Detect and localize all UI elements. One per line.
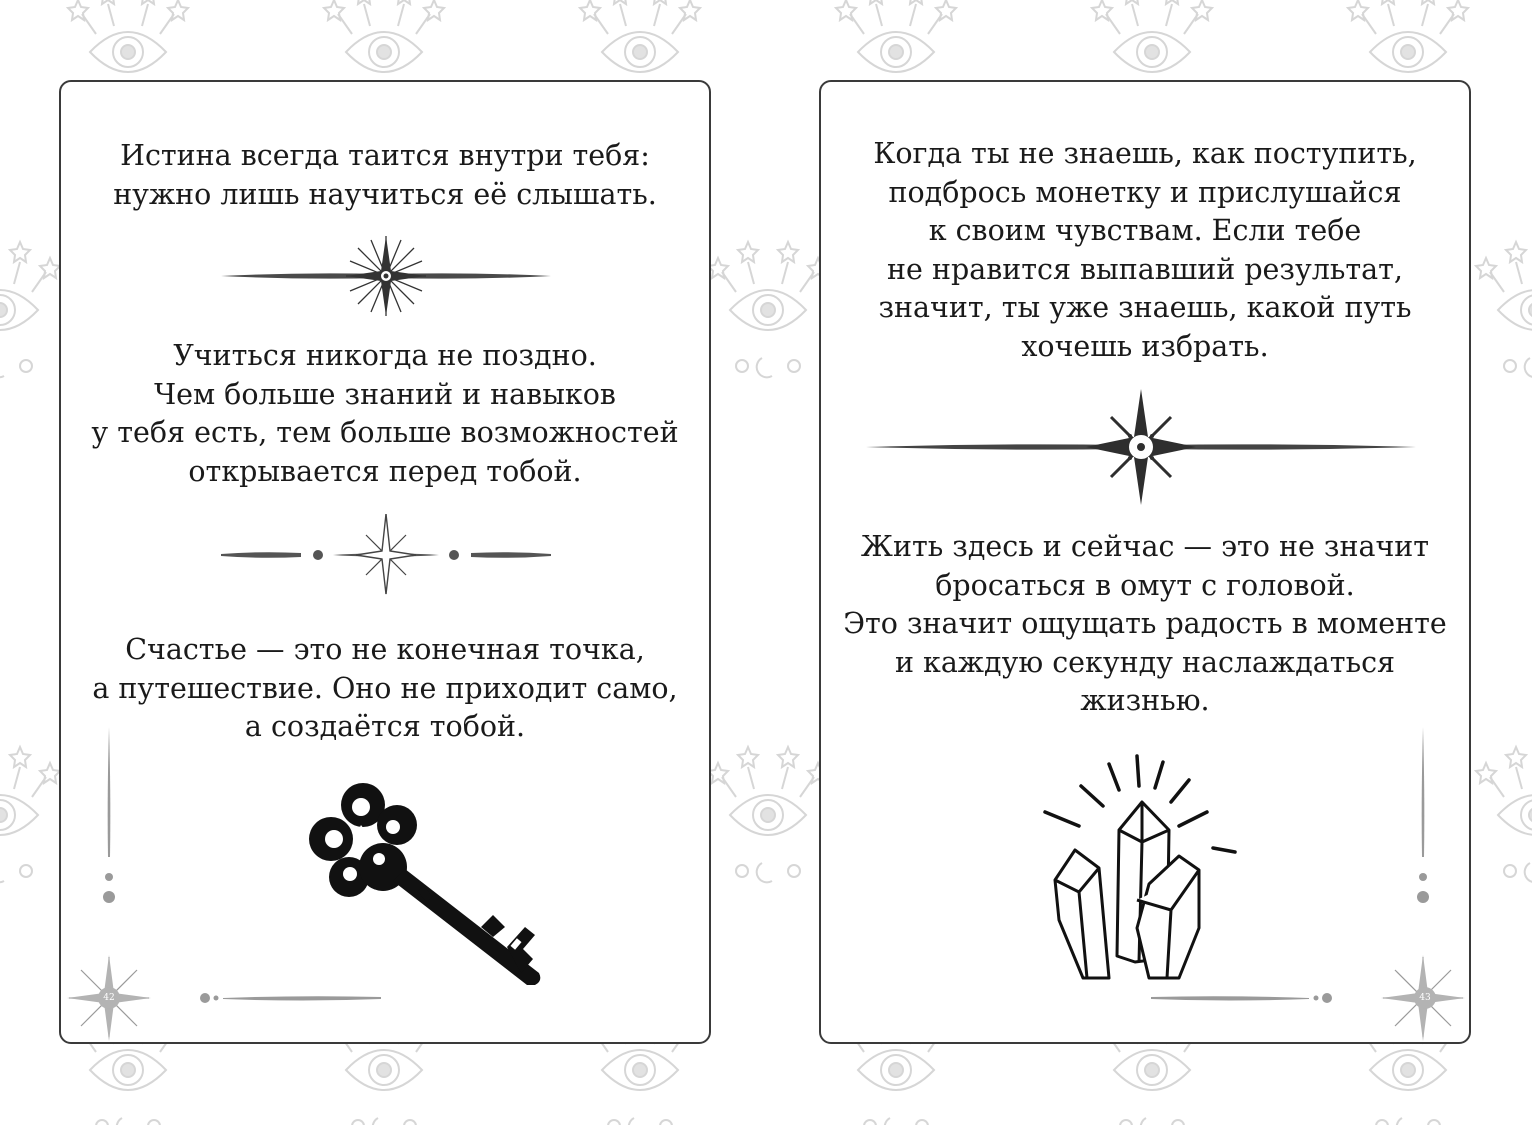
quote-line: к своим чувствам. Если тебе <box>928 214 1362 247</box>
quote-line: значит, ты уже знаешь, какой путь <box>878 291 1412 324</box>
quote-line: открывается перед тобой. <box>188 454 582 488</box>
quote-line: бросаться в омут с головой. <box>935 568 1355 602</box>
quote-line: Это значит ощущать радость в моменте <box>843 607 1447 640</box>
star-divider-ornament <box>221 234 551 318</box>
quote-line: хочешь избрать. <box>1021 329 1269 363</box>
quote-line: подбрось монетку и прислушайся <box>888 175 1402 209</box>
quote-line: нужно лишь научиться её слышать. <box>113 177 657 211</box>
quote-here-and-now <box>821 528 1469 721</box>
dots-star-divider-ornament <box>221 514 551 598</box>
quote-line: Счастье — это не конечная точка, <box>125 633 645 666</box>
quote-flip-a-coin <box>821 135 1469 366</box>
compass-divider-ornament <box>866 387 1416 507</box>
page-number: 42 <box>98 987 120 1009</box>
quote-line: а создаётся тобой. <box>244 710 526 743</box>
quote-line: не нравится выпавший результат, <box>887 252 1403 286</box>
quote-line: жизнью. <box>1080 684 1210 717</box>
quote-line: Истина всегда таится внутри тебя: <box>120 139 650 172</box>
eye-motif-icon <box>1476 747 1532 882</box>
quote-line: Когда ты не знаешь, как поступить, <box>873 137 1417 170</box>
eye-motif-icon <box>0 242 60 377</box>
page-number: 43 <box>1414 987 1436 1009</box>
quote-line: Чем больше знаний и навыков <box>154 377 616 411</box>
quote-line: и каждую секунду наслаждаться <box>894 645 1396 679</box>
quote-line: у тебя есть, тем больше возможностей <box>91 416 679 449</box>
page-left <box>59 80 711 1044</box>
eye-motif-icon <box>708 242 828 377</box>
eye-motif-icon <box>1476 242 1532 377</box>
eye-motif-icon <box>0 747 60 882</box>
quote-line: Учиться никогда не поздно. <box>173 339 597 372</box>
quote-truth-within <box>61 137 709 214</box>
quote-never-too-late <box>61 337 709 491</box>
eye-motif-icon <box>708 747 828 882</box>
page-right <box>819 80 1471 1044</box>
quote-line: а путешествие. Оно не приходит само, <box>92 671 678 705</box>
quote-line: Жить здесь и сейчас — это не значит <box>860 530 1430 563</box>
